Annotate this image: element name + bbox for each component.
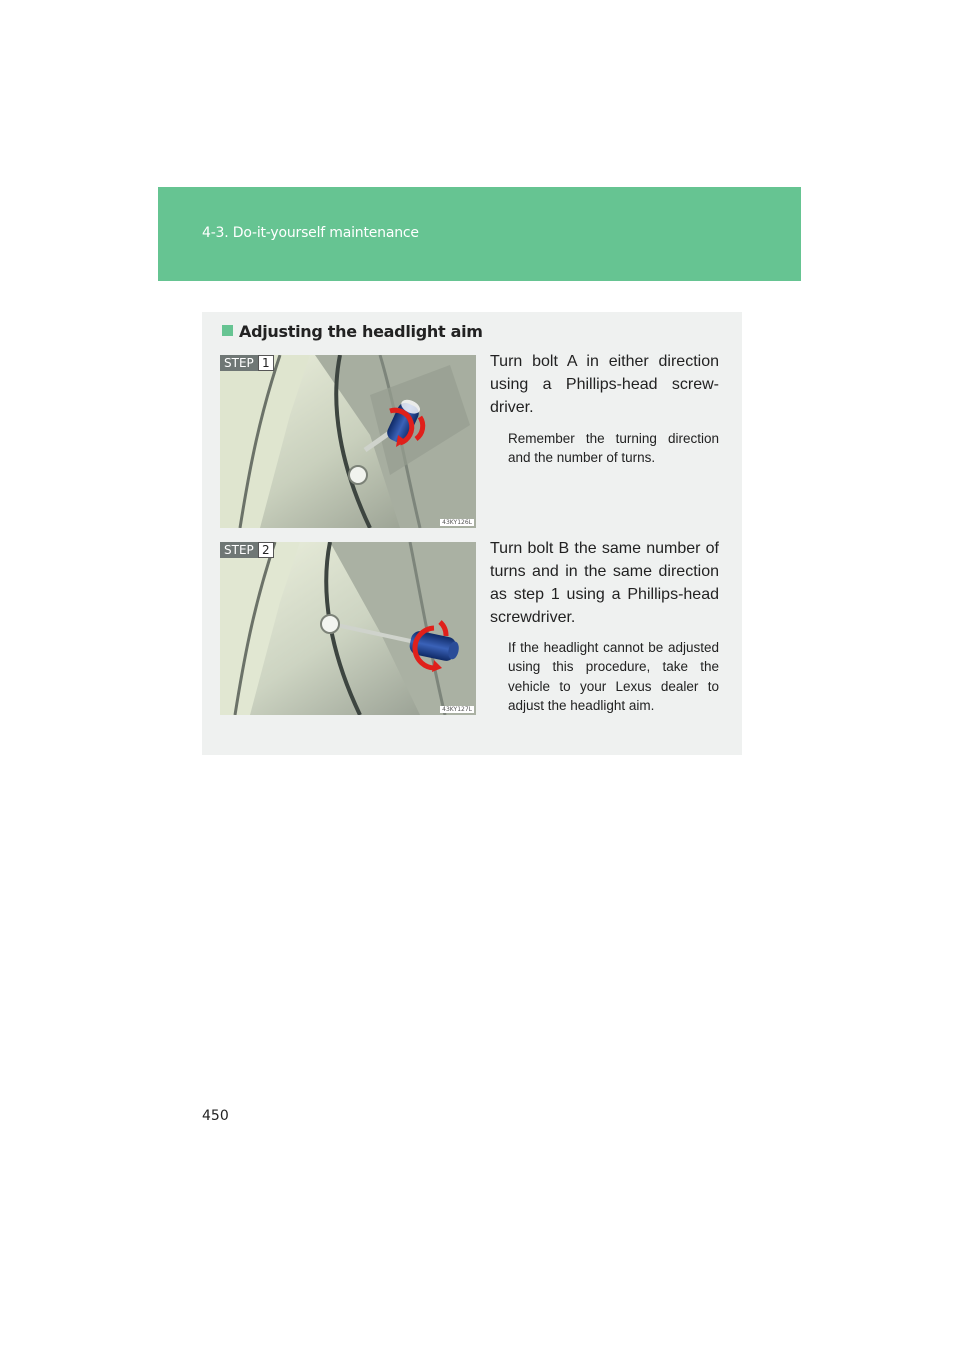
step-1-number: 1 (258, 355, 274, 371)
section-header-band (158, 187, 801, 281)
step-2-illustration (220, 542, 476, 715)
step-2-image-code: 43KY127L (442, 706, 472, 713)
step-1-instruction: Turn bolt A in either direction using a Phillips-head screw-driver. (490, 353, 719, 416)
step-1-label: STEP (220, 355, 258, 371)
headlight-bolt-a-illustration (220, 355, 476, 528)
step-2-badge (220, 542, 274, 558)
step-2-number: 2 (258, 542, 274, 558)
section-title: 4-3. Do-it-yourself maintenance (202, 225, 419, 241)
section-heading-text: Adjusting the headlight aim (239, 322, 483, 341)
headlight-bolt-b-illustration (220, 542, 476, 715)
step-2-note: If the headlight cannot be adjusted using this procedure, take the vehicle to your Lexus dealer to adjust the headlight aim. (508, 640, 719, 714)
step-2-instruction: Turn bolt B the same number of turns and in the same direction as step 1 using a Phillips-head screwdriver. (490, 540, 719, 626)
step-1-note: Remember the turning direction and the number of turns. (508, 431, 719, 466)
heading-bullet-icon (222, 325, 233, 336)
step-1-badge (220, 355, 274, 371)
step-2-label: STEP (220, 542, 258, 558)
section-heading (222, 322, 483, 341)
step-1-illustration (220, 355, 476, 528)
page-number: 450 (202, 1108, 229, 1124)
step-1-image-code: 43KY126L (442, 519, 472, 526)
content-panel (202, 312, 742, 755)
